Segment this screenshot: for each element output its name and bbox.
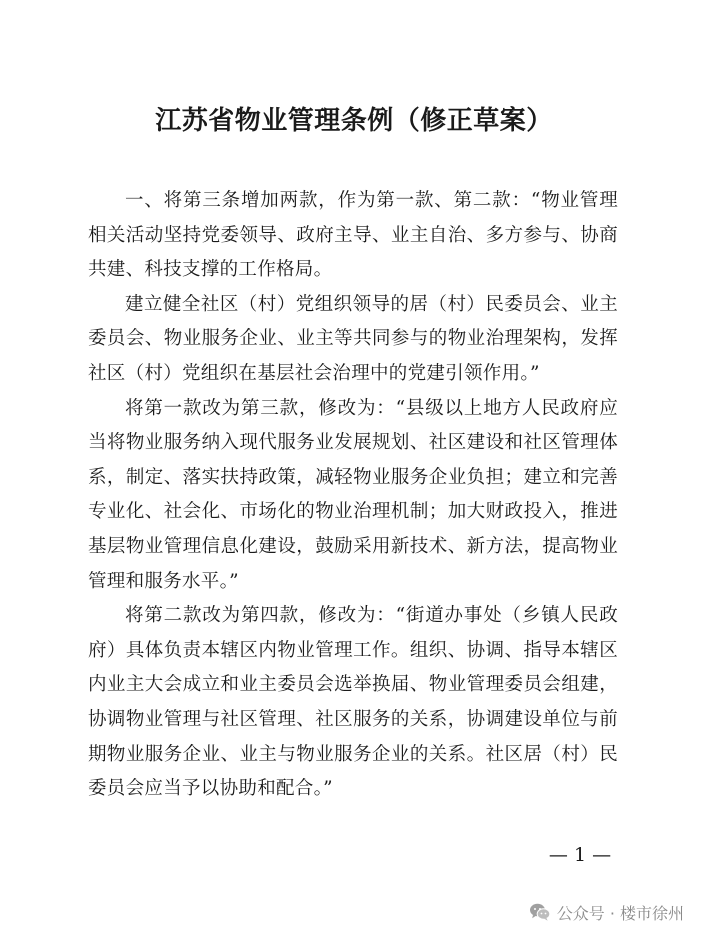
wechat-icon [529,902,551,922]
paragraph-1: 一、将第三条增加两款，作为第一款、第二款：“物业管理相关活动坚持党委领导、政府主导、业主自治、多方参与、协商共建、科技支撑的工作格局。 [88,190,618,281]
page-number: — 1 — [548,844,612,866]
paragraph-2: 建立健全社区（村）党组织领导的居（村）民委员会、业主委员会、物业服务企业、业主等共同参与的物业治理架构，发挥社区（村）党组织在基层社会治理中的党建引领作用。” [88,293,618,384]
document-title: 江苏省物业管理条例（修正草案） [155,106,553,136]
watermark-text: 公众号 · 楼市徐州 [556,903,684,923]
document-body [88,184,618,807]
watermark [529,898,684,926]
paragraph-3: 将第一款改为第三款，修改为：“县级以上地方人民政府应当将物业服务纳入现代服务业发展规划、社区建设和社区管理体系，制定、落实扶持政策，减轻物业服务企业负担；建立和完善专业化、社会化、市场化的物业治理机制；加大财政投入，推进基层物业管理信息化建设，鼓励采用新技术、新方法，提高物业管理和服务水平。” [88,397,618,592]
paragraph-4: 将第二款改为第四款，修改为：“街道办事处（乡镇人民政府）具体负责本辖区内物业管理工作。组织、协调、指导本辖区内业主大会成立和业主委员会选举换届、物业管理委员会组建，协调物业管理与社区管理、社区服务的关系，协调建设单位与前期物业服务企业、业主与物业服务企业的关系。社区居（村）民委员会应当予以协助和配合。” [88,605,618,800]
